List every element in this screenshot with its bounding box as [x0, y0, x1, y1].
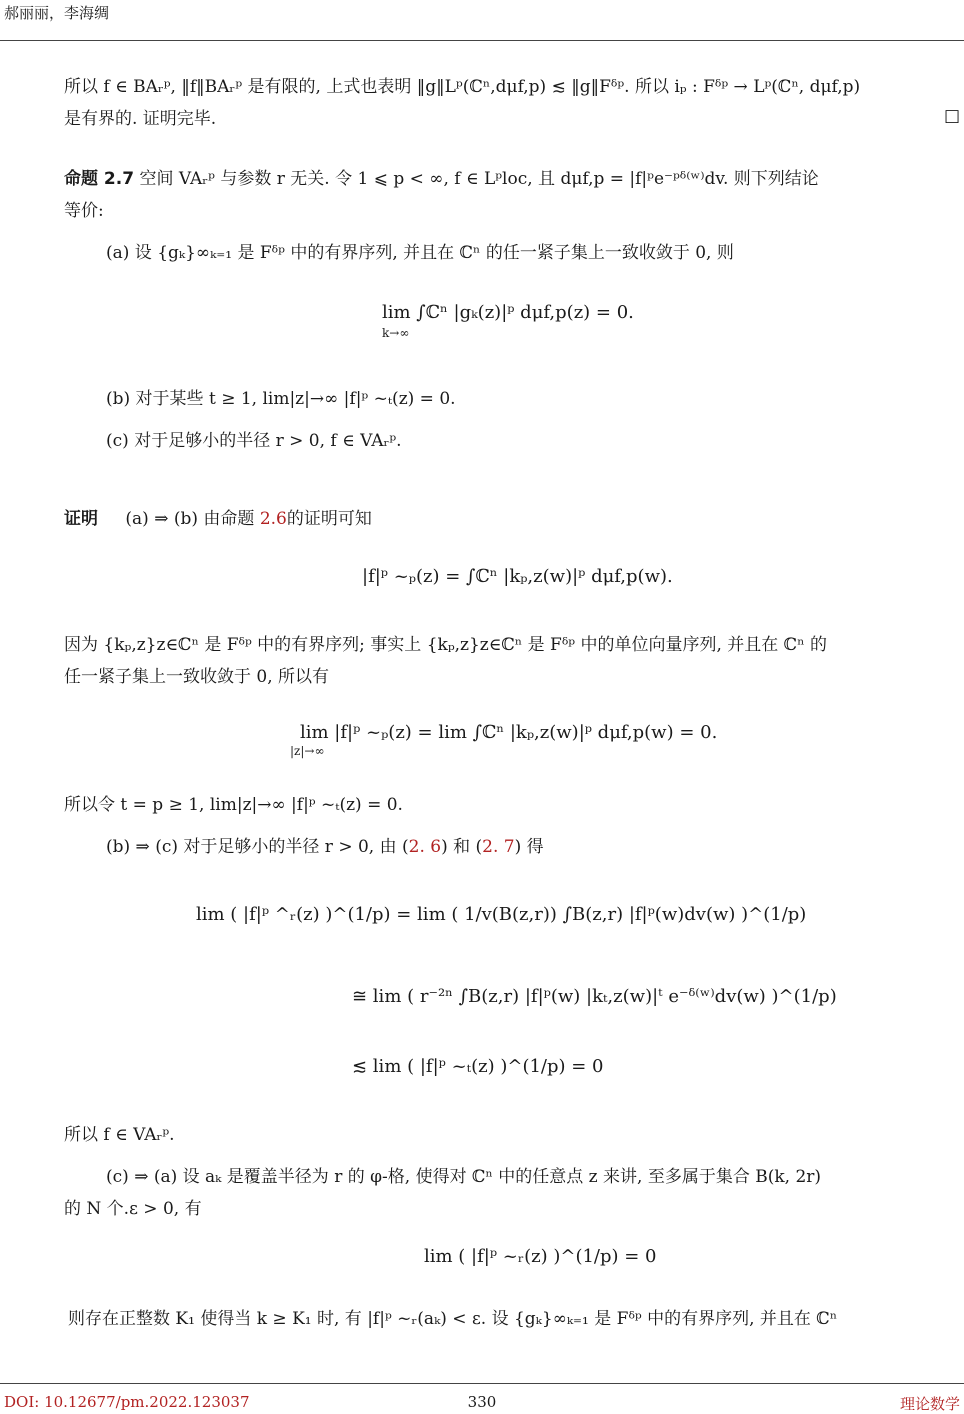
- proof-text: 的证明可知: [286, 509, 372, 529]
- paragraph-line: 任一紧子集上一致收敛于 0, 所以有: [64, 667, 330, 687]
- paragraph-line: 是有界的. 证明完毕.: [64, 109, 217, 129]
- text: ) 和 (: [441, 837, 483, 857]
- proof-text: (a) ⇒ (b) 由命题: [125, 509, 260, 529]
- footer-journal-name: 理论数学: [899, 1395, 960, 1413]
- proof-label: 证明: [64, 509, 98, 529]
- proposition-line: 等价:: [64, 201, 104, 221]
- equation-reference[interactable]: 2. 6: [408, 837, 442, 857]
- paragraph-line: (c) ⇒ (a) 设 aₖ 是覆盖半径为 r 的 φ-格, 使得对 ℂⁿ 中的任意点 z 来讲, 至多属于集合 B(k, 2r): [106, 1167, 822, 1187]
- equation-a-subscript: k→∞: [382, 326, 410, 340]
- equation-3-line3: ≲ lim ( |f|ᵖ ~ₜ(z) )^(1/p) = 0: [352, 1056, 604, 1077]
- paragraph-line: 所以 f ∈ VAᵣᵖ.: [64, 1125, 175, 1145]
- paragraph-line: 所以令 t = p ≥ 1, lim|z|→∞ |f|ᵖ ~ₜ(z) = 0.: [64, 795, 403, 815]
- paragraph-line: 因为 {kₚ,z}z∈ℂⁿ 是 Fᵟᵖ 中的有界序列; 事实上 {kₚ,z}z∈ℂⁿ 是 Fᵟᵖ 中的单位向量序列, 并且在 ℂⁿ 的: [64, 635, 827, 655]
- equation-reference[interactable]: 2. 7: [482, 837, 515, 857]
- paragraph-line: [106, 834, 964, 860]
- equation-2-subscript: |z|→∞: [290, 744, 325, 758]
- footer-page-number: 330: [467, 1393, 497, 1411]
- equation-3-line1: lim ( |f|ᵖ ^ᵣ(z) )^(1/p) = lim ( 1/v(B(z,r)) ∫B(z,r) |f|ᵖ(w)dv(w) )^(1/p): [196, 904, 807, 925]
- proposition-text: 空间 VAᵣᵖ 与参数 r 无关. 令 1 ⩽ p < ∞, f ∈ Lᵖloc, 且 dμf,p = |f|ᵖe⁻ᵖᵟ⁽ʷ⁾dv. 则下列结论: [139, 169, 819, 189]
- equation-4: lim ( |f|ᵖ ~ᵣ(z) )^(1/p) = 0: [424, 1246, 657, 1267]
- running-header-authors: 郝丽丽，李海绸: [4, 4, 110, 22]
- list-item-b: (b) 对于某些 t ≥ 1, lim|z|→∞ |f|ᵖ ~ₜ(z) = 0.: [106, 389, 456, 409]
- proposition-reference[interactable]: 2.6: [259, 509, 287, 529]
- qed-symbol: □: [943, 106, 960, 126]
- list-item-c: (c) 对于足够小的半径 r > 0, f ∈ VAᵣᵖ.: [106, 431, 402, 451]
- header-rule: [0, 40, 964, 41]
- text: (b) ⇒ (c) 对于足够小的半径 r > 0, 由 (: [106, 837, 409, 857]
- footer-doi-link[interactable]: DOI: 10.12677/pm.2022.123037: [4, 1393, 250, 1411]
- paragraph-line: 所以 f ∈ BAᵣᵖ, ‖f‖BAᵣᵖ 是有限的, 上式也表明 ‖g‖Lᵖ(ℂⁿ,dμf,p) ≲ ‖g‖Fᵟᵖ. 所以 iₚ : Fᵟᵖ → Lᵖ(ℂⁿ, dμf,p): [64, 77, 861, 97]
- paragraph-line: 的 N 个.ε > 0, 有: [64, 1199, 202, 1219]
- equation-a: lim ∫ℂⁿ |gₖ(z)|ᵖ dμf,p(z) = 0.: [382, 302, 634, 323]
- proposition-label: 命题 2.7: [64, 169, 135, 189]
- footer-rule: [0, 1383, 964, 1384]
- proof-line: [64, 506, 964, 532]
- equation-3-line2: ≅ lim ( r⁻²ⁿ ∫B(z,r) |f|ᵖ(w) |kₜ,z(w)|ᵗ e⁻ᵟ⁽ʷ⁾dv(w) )^(1/p): [352, 986, 837, 1007]
- equation-2: lim |f|ᵖ ~ₚ(z) = lim ∫ℂⁿ |kₚ,z(w)|ᵖ dμf,p(w) = 0.: [300, 722, 718, 743]
- text: ) 得: [514, 837, 544, 857]
- paragraph-line: 则存在正整数 K₁ 使得当 k ≥ K₁ 时, 有 |f|ᵖ ~ᵣ(aₖ) < ε. 设 {gₖ}∞ₖ₌₁ 是 Fᵟᵖ 中的有界序列, 并且在 ℂⁿ: [68, 1309, 838, 1329]
- list-item-a: (a) 设 {gₖ}∞ₖ₌₁ 是 Fᵟᵖ 中的有界序列, 并且在 ℂⁿ 的任一紧子集上一致收敛于 0, 则: [106, 243, 734, 263]
- equation-1: |f|ᵖ ~ₚ(z) = ∫ℂⁿ |kₚ,z(w)|ᵖ dμf,p(w).: [362, 566, 673, 587]
- proposition-line: [64, 166, 964, 192]
